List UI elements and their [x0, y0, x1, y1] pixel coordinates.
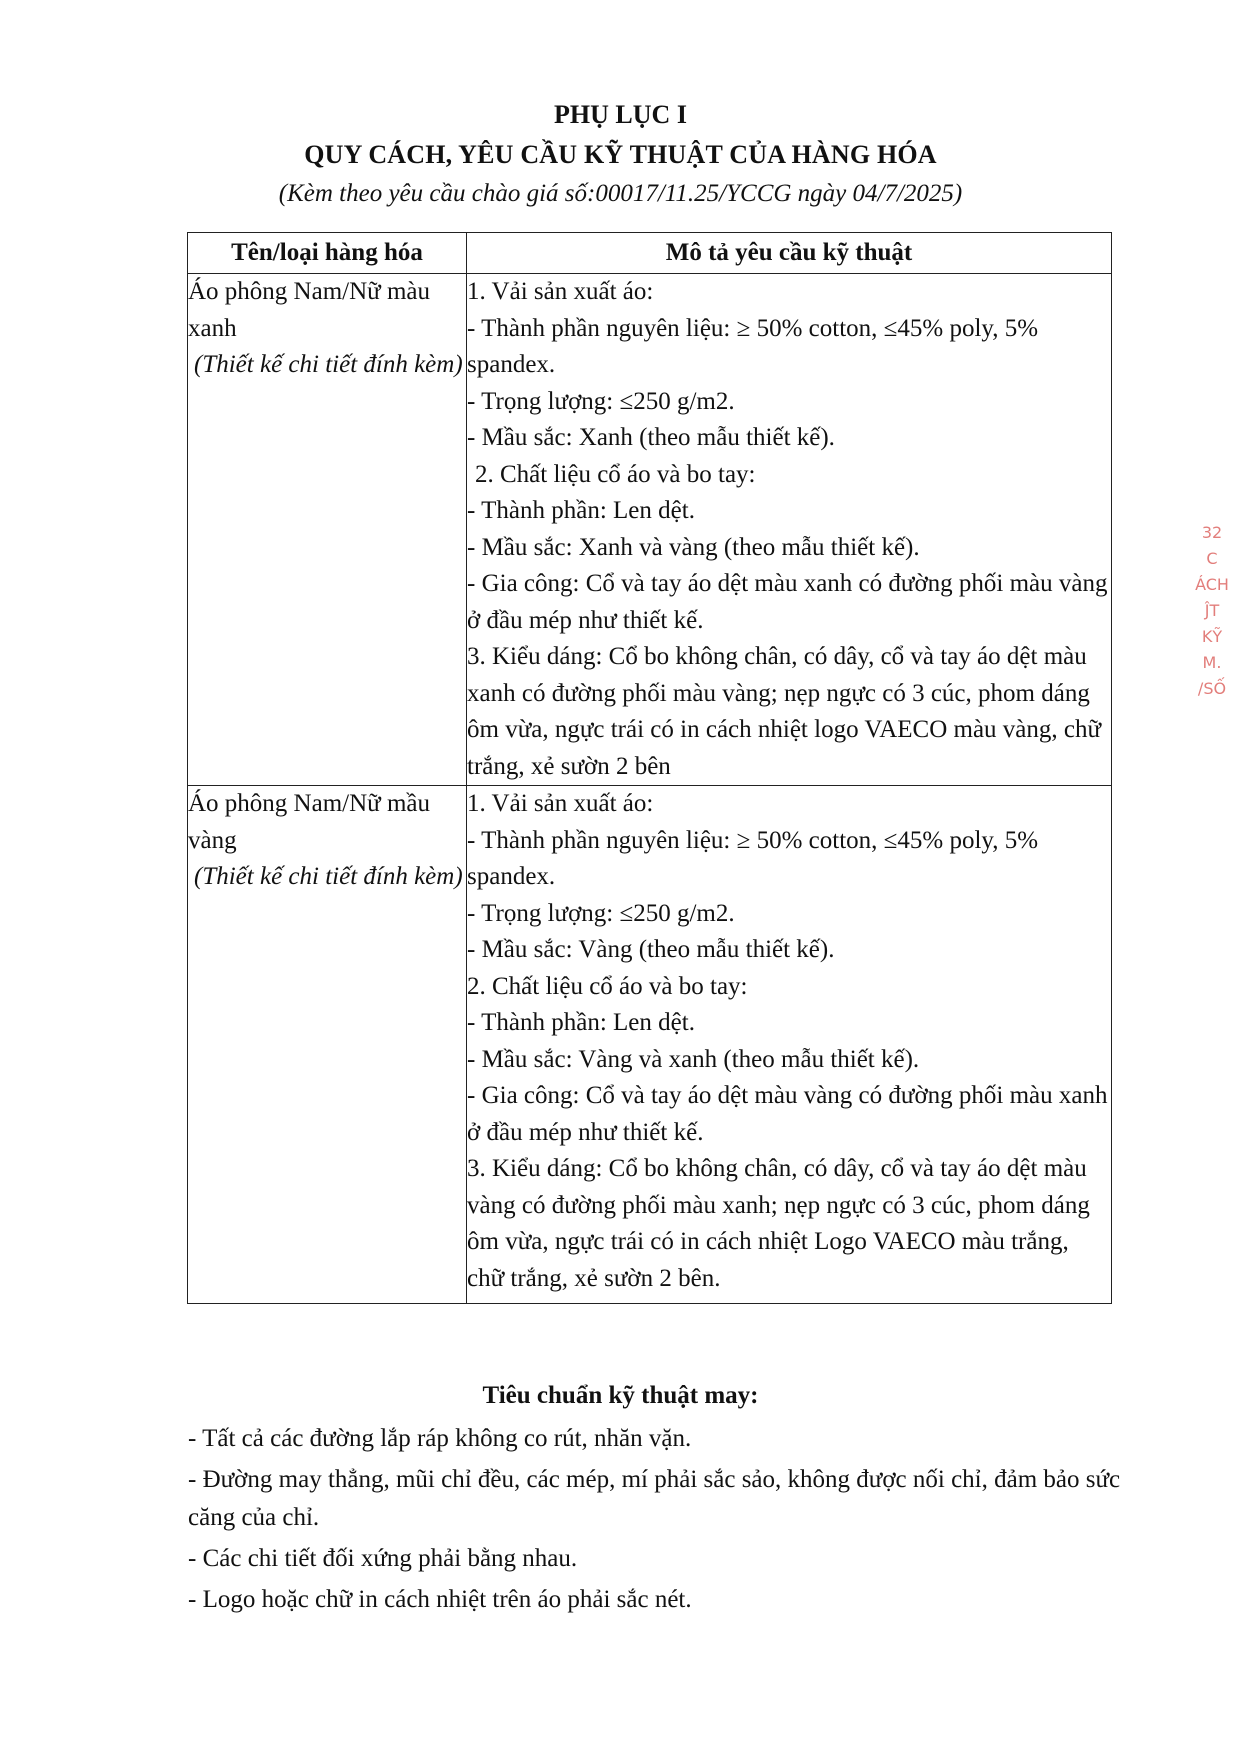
desc-line: - Mầu sắc: Xanh (theo mẫu thiết kế). [467, 424, 835, 451]
stamp-line: /SỐ [1197, 679, 1227, 698]
desc-line: - Thành phần: Len dệt. [467, 497, 695, 524]
desc-line: 2. Chất liệu cổ áo và bo tay: [467, 972, 748, 1000]
product-name-note: (Thiết kế chi tiết đính kèm) [194, 351, 463, 378]
desc-line: - Trọng lượng: ≤250 g/m2. [467, 387, 735, 415]
reference-note: (Kèm theo yêu cầu chào giá số:00017/11.25/YCCG ngày 04/7/2025) [278, 180, 963, 207]
list-item: - Đường may thẳng, mũi chỉ đều, các mép, mí phải sắc sảo, không được nối chỉ, đảm bảo sức căng của chỉ. [188, 1466, 1121, 1531]
product-name: Áo phông Nam/Nữ mầu vàng [188, 790, 430, 854]
standards-list [188, 1420, 1128, 1622]
desc-line: - Gia công: Cổ và tay áo dệt màu vàng có đường phối màu xanh ở đầu mép như thiết kế. [467, 1082, 1108, 1146]
desc-line: 1. Vải sản xuất áo: [467, 278, 654, 305]
desc-line: - Thành phần nguyên liệu: ≥ 50% cotton, ≤45% poly, 5% spandex. [467, 314, 1039, 378]
list-item: - Các chi tiết đối xứng phải bằng nhau. [188, 1545, 578, 1572]
standards-title: Tiêu chuẩn kỹ thuật may: [482, 1382, 759, 1409]
column-header-name: Tên/loại hàng hóa [188, 233, 467, 274]
desc-line: - Mầu sắc: Xanh và vàng (theo mẫu thiết kế). [467, 533, 920, 561]
appendix-title: PHỤ LỤC I [554, 100, 687, 129]
stamp-line: M. [1202, 653, 1222, 672]
column-header-desc: Mô tả yêu cầu kỹ thuật [467, 233, 1112, 274]
desc-line: 3. Kiểu dáng: Cổ bo không chân, có dây, cổ và tay áo dệt màu vàng có đường phối màu xanh; nẹp ngực có 3 cúc, phom dáng ôm vừa, ngực trái có in cách nhiệt Logo VAECO màu trắng, chữ trắng, xẻ sườn 2 bên. [467, 1155, 1090, 1292]
product-name-cell [188, 786, 467, 1304]
list-item: - Tất cả các đường lắp ráp không co rút, nhăn vặn. [188, 1425, 692, 1452]
desc-line: - Trọng lượng: ≤250 g/m2. [467, 899, 735, 927]
stamp-line: 32 [1201, 523, 1223, 542]
stamp-line: KỸ [1201, 627, 1223, 646]
stamp-line: C [1206, 549, 1218, 568]
table-row [188, 786, 1112, 1304]
product-desc-cell [467, 786, 1112, 1304]
desc-line: - Mầu sắc: Vàng (theo mẫu thiết kế). [467, 936, 835, 963]
desc-line: 1. Vải sản xuất áo: [467, 790, 654, 817]
list-item: - Logo hoặc chữ in cách nhiệt trên áo phải sắc nét. [188, 1586, 692, 1613]
spec-table [187, 232, 1112, 1304]
table-header-row [188, 233, 1112, 274]
stamp-line: ĴT [1204, 601, 1220, 620]
product-name-note: (Thiết kế chi tiết đính kèm) [194, 863, 463, 890]
desc-line: - Thành phần nguyên liệu: ≥ 50% cotton, ≤45% poly, 5% spandex. [467, 826, 1039, 890]
product-name: Áo phông Nam/Nữ màu xanh [188, 278, 430, 342]
desc-line: - Gia công: Cổ và tay áo dệt màu xanh có đường phối màu vàng ở đầu mép như thiết kế. [467, 570, 1108, 634]
document-heading: QUY CÁCH, YÊU CẦU KỸ THUẬT CỦA HÀNG HÓA [304, 140, 937, 169]
product-desc-cell [467, 274, 1112, 786]
table-row [188, 274, 1112, 786]
desc-line: 3. Kiểu dáng: Cổ bo không chân, có dây, cổ và tay áo dệt màu xanh có đường phối màu vàng; nẹp ngực có 3 cúc, phom dáng ôm vừa, ngực trái có in cách nhiệt logo VAECO màu vàng, chữ trắng, xẻ sườn 2 bên [467, 643, 1102, 780]
desc-line: - Mầu sắc: Vàng và xanh (theo mẫu thiết kế). [467, 1045, 920, 1073]
product-name-cell [188, 274, 467, 786]
margin-stamp [1192, 520, 1232, 730]
desc-line: 2. Chất liệu cổ áo và bo tay: [475, 460, 756, 488]
stamp-line: ÁCH [1195, 575, 1229, 594]
desc-line: - Thành phần: Len dệt. [467, 1009, 695, 1036]
